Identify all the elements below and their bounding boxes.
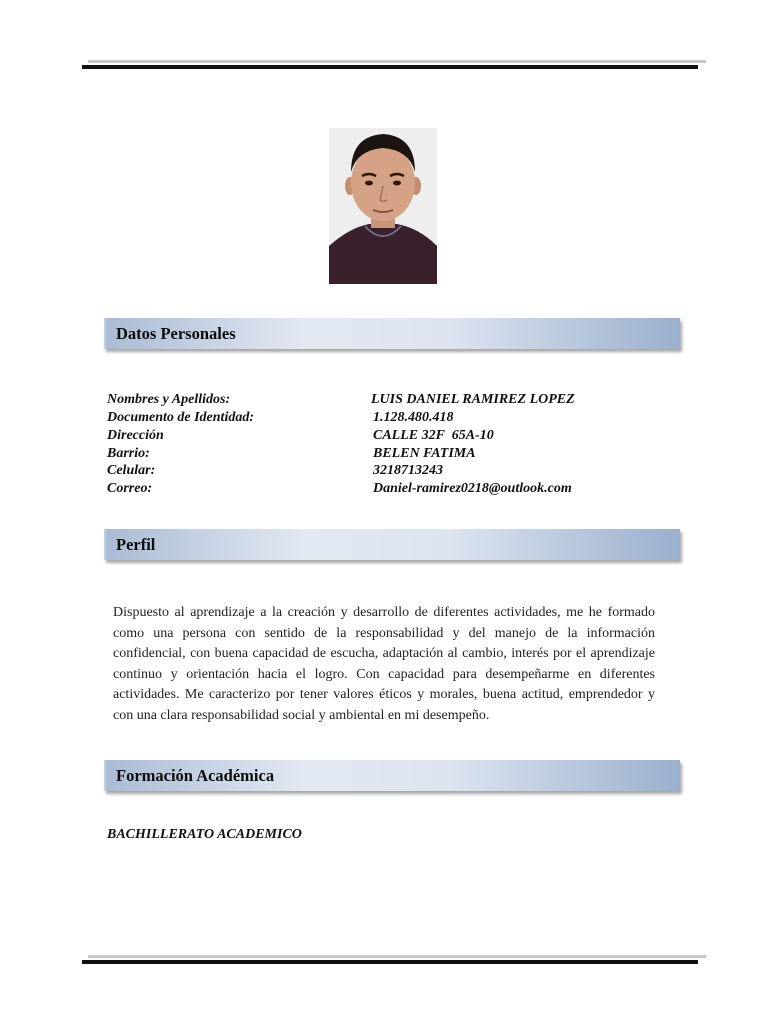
label-correo: Correo: xyxy=(107,481,153,496)
value-celular: 3218713243 xyxy=(373,463,443,478)
value-nombres: LUIS DANIEL RAMIREZ LOPEZ xyxy=(371,392,575,407)
label-barrio: Barrio: xyxy=(107,446,150,461)
header-rule xyxy=(82,60,698,69)
label-documento: Documento de Identidad: xyxy=(107,410,254,425)
value-direccion: CALLE 32F 65A-10 xyxy=(373,428,494,443)
section-title: Datos Personales xyxy=(116,324,236,343)
section-header-formacion-academica xyxy=(104,760,680,791)
label-celular: Celular: xyxy=(107,463,156,478)
section-header-datos-personales xyxy=(104,318,680,349)
footer-rule xyxy=(82,955,698,964)
section-title: Formación Académica xyxy=(116,766,275,785)
section-header-perfil xyxy=(104,529,680,560)
section-title: Perfil xyxy=(116,535,156,554)
value-correo: Daniel-ramirez0218@outlook.com xyxy=(373,481,572,496)
perfil-paragraph: Dispuesto al aprendizaje a la creación y desarrollo de diferentes actividades, me he formado como una persona con sentido de la responsabilidad y del manejo de la información confidencial, con buena capacidad de escucha, adaptación al cambio, interés por el aprendizaje continuo y orientación hacia el logro. Con capacidad para desempeñarme en diferentes actividades. Me caracterizo por tener valores éticos y morales, buena actitud, emprendedor y con una clara responsabilidad social y ambiental en mi desempeño. xyxy=(113,605,655,723)
profile-photo xyxy=(329,128,437,284)
value-documento: 1.128.480.418 xyxy=(373,410,454,425)
value-barrio: BELEN FATIMA xyxy=(373,446,476,461)
formacion-item: BACHILLERATO ACADEMICO xyxy=(107,827,302,842)
label-direccion: Dirección xyxy=(107,428,164,443)
label-nombres: Nombres y Apellidos: xyxy=(107,392,231,407)
